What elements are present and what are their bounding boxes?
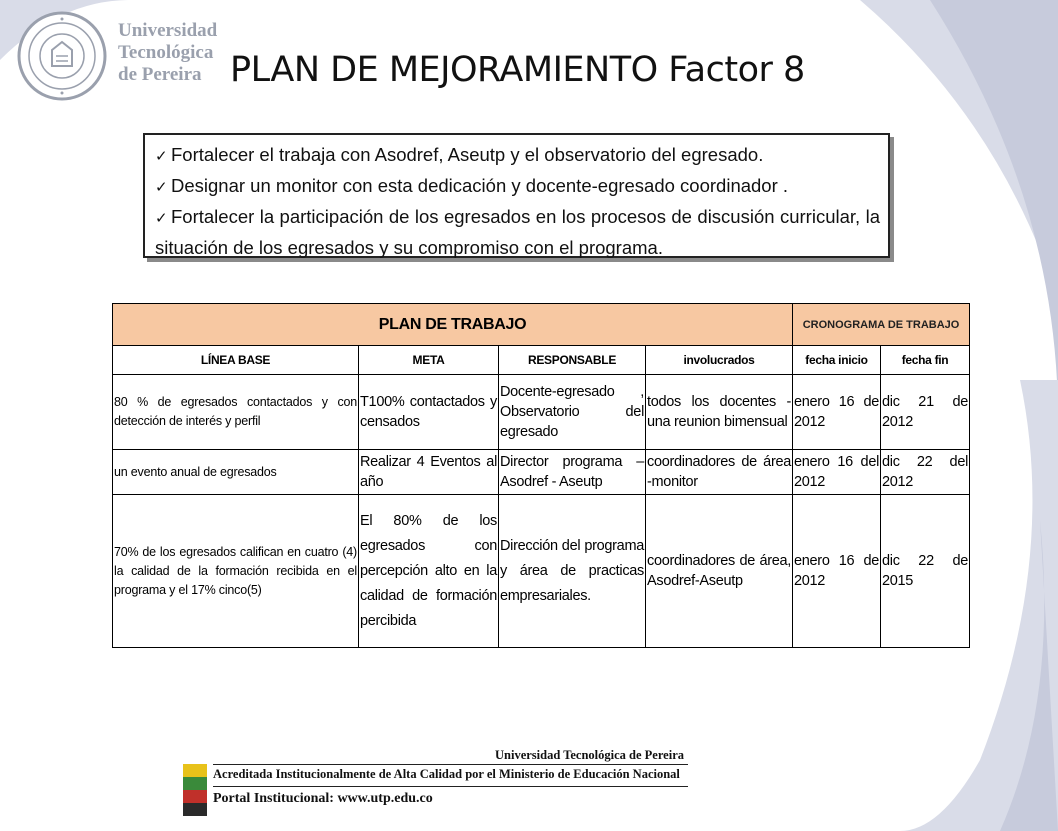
footer-university: Universidad Tecnológica de Pereira xyxy=(495,748,684,762)
stripe-green xyxy=(183,777,207,790)
objective-item xyxy=(155,202,880,262)
table-row xyxy=(113,450,970,495)
cell-fecha-fin: dic 21 de 2012 xyxy=(881,375,970,450)
color-stripes xyxy=(183,764,207,816)
column-header: META xyxy=(359,346,499,375)
cronograma-title: CRONOGRAMA DE TRABAJO xyxy=(793,304,970,346)
logo-line-3: de Pereira xyxy=(118,64,202,85)
stripe-yellow xyxy=(183,764,207,777)
table-row xyxy=(113,495,970,648)
university-logo xyxy=(8,6,218,106)
objective-item xyxy=(155,140,880,171)
column-header: fecha inicio xyxy=(793,346,881,375)
cell-linea-base: 80 % de egresados contactados y con detección de interés y perfil xyxy=(113,375,359,450)
cell-involucrados: coordinadores de área -monitor xyxy=(646,450,793,495)
slide-title: PLAN DE MEJORAMIENTO Factor 8 xyxy=(230,50,805,90)
checkmark-icon: ✓ xyxy=(155,179,168,196)
stripe-red xyxy=(183,790,207,803)
column-header: involucrados xyxy=(646,346,793,375)
column-header: LÍNEA BASE xyxy=(113,346,359,375)
stripe-black xyxy=(183,803,207,816)
cell-meta: El 80% de los egresados con percepción alto en la calidad de formación percibida xyxy=(359,495,499,648)
university-seal-icon xyxy=(16,10,108,102)
plan-title: PLAN DE TRABAJO xyxy=(113,304,793,346)
cell-fecha-fin: dic 22 del 2012 xyxy=(881,450,970,495)
work-plan-table xyxy=(112,303,970,648)
cell-linea-base: 70% de los egresados califican en cuatro (4) la calidad de la formación recibida en el programa y el 17% cinco(5) xyxy=(113,495,359,648)
column-header: fecha fin xyxy=(881,346,970,375)
cell-responsable: Docente-egresado , Observatorio del egresado xyxy=(499,375,646,450)
column-header: RESPONSABLE xyxy=(499,346,646,375)
objective-text: Designar un monitor con esta dedicación y docente-egresado coordinador . xyxy=(171,175,789,196)
logo-wordmark xyxy=(118,20,218,86)
footer-divider xyxy=(213,764,688,765)
table-row xyxy=(113,375,970,450)
objective-item xyxy=(155,171,880,202)
footer-portal-link[interactable]: Portal Institucional: www.utp.edu.co xyxy=(213,791,433,806)
cell-fecha-inicio: enero 16 de 2012 xyxy=(793,375,881,450)
checkmark-icon: ✓ xyxy=(155,210,168,227)
logo-line-1: Universidad xyxy=(118,20,218,41)
objective-text: Fortalecer el trabaja con Asodref, Aseutp y el observatorio del egresado. xyxy=(171,144,764,165)
objective-text: Fortalecer la participación de los egresados en los procesos de discusión curricular, la situación de los egresados y su compromiso con el programa. xyxy=(155,206,880,258)
objectives-box xyxy=(143,133,890,258)
cell-involucrados: todos los docentes - una reunion bimensual xyxy=(646,375,793,450)
cell-fecha-inicio: enero 16 del 2012 xyxy=(793,450,881,495)
footer xyxy=(183,748,703,820)
cell-fecha-fin: dic 22 de 2015 xyxy=(881,495,970,648)
cell-fecha-inicio: enero 16 de 2012 xyxy=(793,495,881,648)
logo-line-2: Tecnológica xyxy=(118,42,214,63)
cell-meta: T100% contactados y censados xyxy=(359,375,499,450)
cell-linea-base: un evento anual de egresados xyxy=(113,450,359,495)
table-title-row xyxy=(113,304,970,346)
footer-divider xyxy=(213,786,688,787)
cell-responsable: Director programa – Asodref - Aseutp xyxy=(499,450,646,495)
footer-accreditation: Acreditada Institucionalmente de Alta Calidad por el Ministerio de Educación Nacional xyxy=(213,767,680,781)
checkmark-icon: ✓ xyxy=(155,148,168,165)
cell-meta: Realizar 4 Eventos al año xyxy=(359,450,499,495)
column-header-row xyxy=(113,346,970,375)
cell-involucrados: coordinadores de área, Asodref-Aseutp xyxy=(646,495,793,648)
cell-responsable: Dirección del programa y área de practicas empresariales. xyxy=(499,495,646,648)
